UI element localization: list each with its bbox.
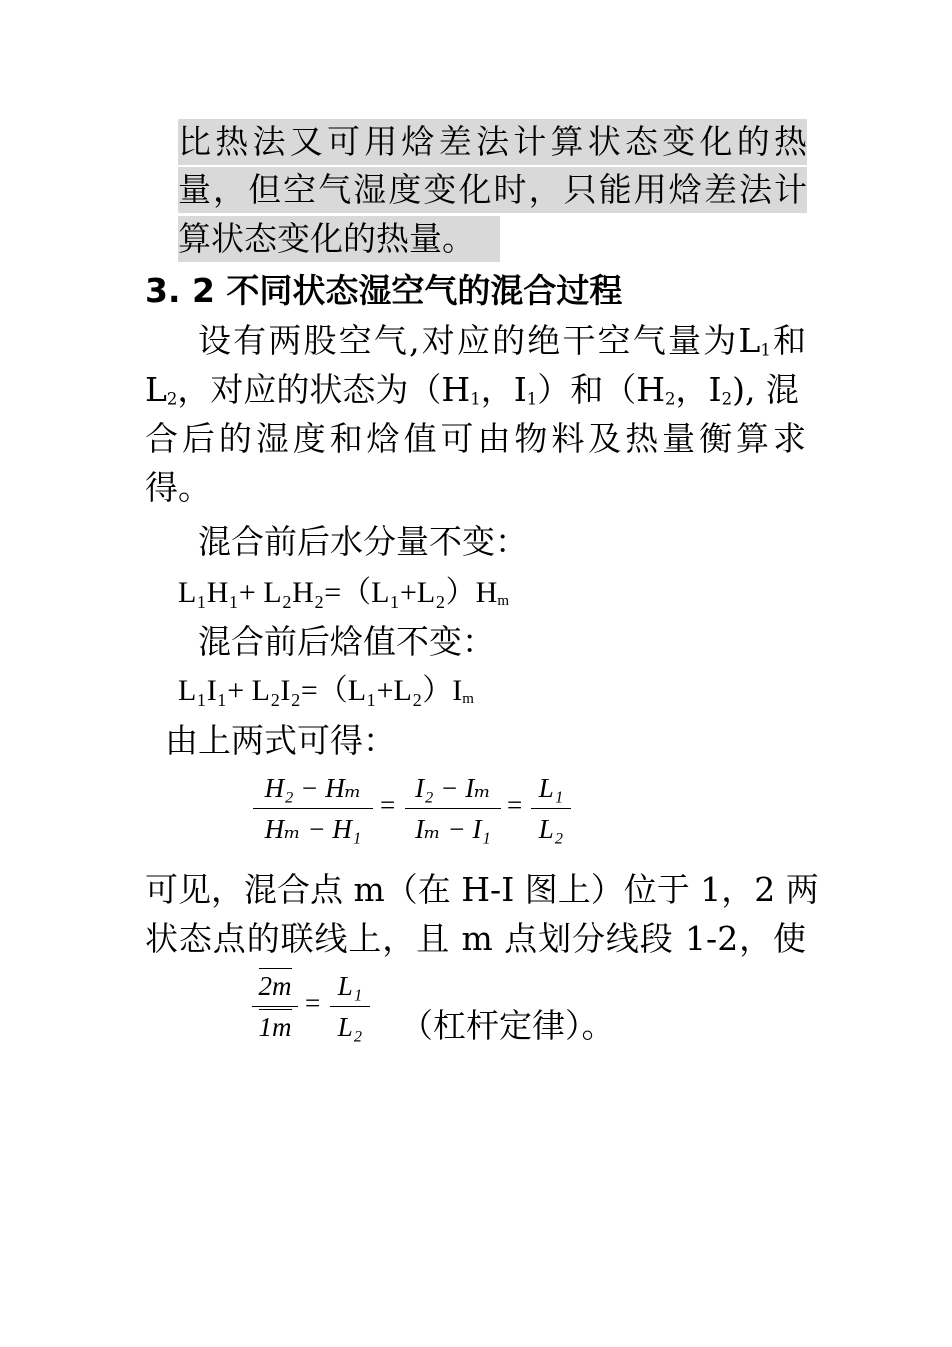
fraction-l-2: L₁ L₂ <box>330 969 370 1044</box>
para1-line-1-text: 设有两股空气,对应的绝干空气量为$L_1$和 <box>198 321 807 360</box>
water-label: 混合前后水分量不变： <box>198 522 528 561</box>
water-equation: $L_1H_1+ L_2H_2=(L_1+L_2)H_m$ <box>178 576 509 609</box>
lever-rule-note: （杠杆定律）。 <box>400 1006 615 1045</box>
section-heading: 3. 2 不同状态湿空气的混合过程 <box>145 271 623 310</box>
conclusion-line-2: 状态点的联线上，且 m 点划分线段 1-2，使 <box>145 919 806 958</box>
conclusion-line-1: 可见，混合点 m（在 H-I 图上）位于 1，2 两 <box>145 870 819 909</box>
fraction-segment: 2m 1m <box>252 969 298 1044</box>
fraction-l: L₁ L₂ <box>531 771 571 846</box>
para1-line-4: 得。 <box>145 468 211 507</box>
fraction-i: I₂ − Iₘ Iₘ − I₁ <box>405 771 501 846</box>
highlight-line-1: 比热法又可用焓差法计算状态变化的热 <box>178 119 807 165</box>
equals-sign-2: = <box>507 790 523 820</box>
enthalpy-equation: $L_1I_1+ L_2I_2=(L_1+L_2)I_m$ <box>178 674 474 707</box>
equals-sign-3: = <box>305 988 321 1018</box>
fraction-h: H₂ − Hₘ Hₘ − H₁ <box>253 771 373 846</box>
enthalpy-label: 混合前后焓值不变： <box>198 622 495 661</box>
para1-line-2: $L_2$，对应的状态为（$H_1$，$I_1$）和（$H_2$，$I_2$), 混 <box>145 370 799 409</box>
highlight-line-2: 量，但空气湿度变化时，只能用焓差法计 <box>178 167 807 213</box>
highlight-line-3: 算状态变化的热量。 <box>178 216 500 262</box>
derive-label: 由上两式可得： <box>165 721 396 760</box>
equals-sign-1: = <box>380 790 396 820</box>
para1-line-1 <box>198 318 806 364</box>
para1-line-3: 合后的湿度和焓值可由物料及热量衡算求 <box>145 419 806 458</box>
